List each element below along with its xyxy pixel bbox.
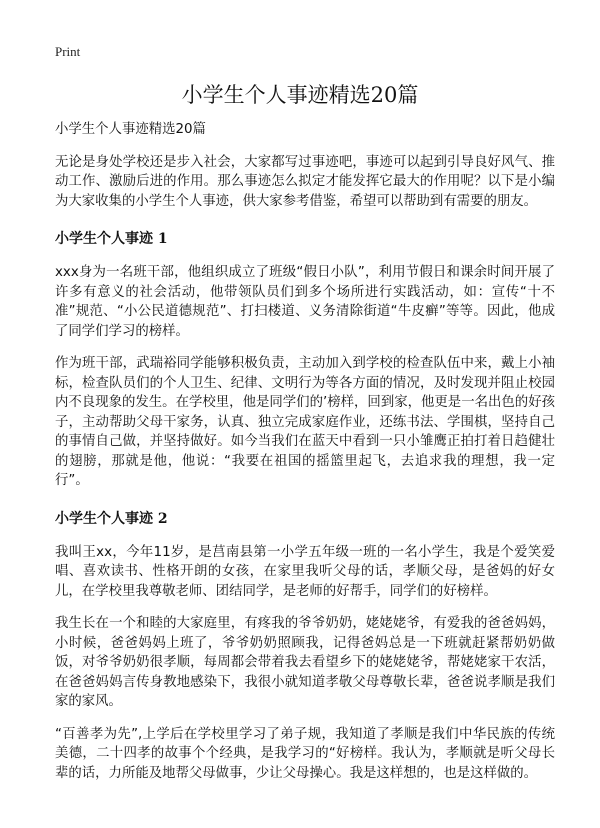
section-heading: 小学生个人事迹 1 <box>55 231 168 247</box>
section-paragraph: 我生长在一个和睦的大家庭里，有疼我的爷爷奶奶，姥姥姥爷，有爱我的爸爸妈妈，小时候，爸爸妈妈上班了，爷爷奶奶照顾我，记得爸妈总是一下班就赶紧帮奶奶做饭，对爷爷奶奶很孝顺，每周都会带着我去看望乡下的姥姥姥爷，帮姥姥家干农活，在爸爸妈妈言传身教地感染下，我很小就知道孝敬父母尊敬长辈，爸爸说孝顺是我们家的家风。 <box>55 616 555 709</box>
intro-paragraph: 无论是身处学校还是步入社会，大家都写过事迹吧，事迹可以起到引导良好风气、推动工作、激励后进的作用。那么事迹怎么拟定才能发挥它最大的作用呢？以下是小编为大家收集的小学生个人事迹，供大家参考借鉴，希望可以帮助到有需要的朋友。 <box>55 154 555 209</box>
section-paragraph: xxx身为一名班干部，他组织成立了班级“假日小队”，利用节假日和课余时间开展了许多有意义的社会活动，他带领队员们到多个场所进行实践活动，如：宣传“十不准”规范、“小公民道德规范”、打扫楼道、义务清除街道“牛皮癣”等等。因此，他成了同学们学习的榜样。 <box>55 265 555 339</box>
section-heading: 小学生个人事迹 2 <box>55 510 168 527</box>
section-paragraph: “百善孝为先”,上学后在学校里学习了弟子规，我知道了孝顺是我们中华民族的传统美德，二十四孝的故事个个经典，是我学习的“好榜样。我认为，孝顺就是听父母长辈的话，力所能及地帮父母做事，少让父母操心。我是这样想的，也是这样做的。 <box>55 726 555 781</box>
document-title: 小学生个人事迹精选20篇 <box>181 83 419 107</box>
section-1 <box>55 229 555 491</box>
document-content <box>55 120 555 796</box>
section-2 <box>55 509 555 784</box>
section-paragraph: 我叫王xx，今年11岁，是莒南县第一小学五年级一班的一名小学生，我是个爱笑爱唱、喜欢读书、性格开朗的女孩，在家里我听父母的话，孝顺父母，是爸妈的好女儿，在学校里我尊敬老师、团结同学，是老师的好帮手，同学们的好榜样。 <box>55 544 555 599</box>
document-subtitle: 小学生个人事迹精选20篇 <box>55 122 206 137</box>
print-link[interactable]: Print <box>55 44 81 59</box>
section-paragraph: 作为班干部，武瑞裕同学能够积极负责，主动加入到学校的检查队伍中来，戴上小袖标，检查队员们的个人卫生、纪律、文明行为等各方面的情况，及时发现并阻止校园内不良现象的发生。在学校里，他是同学们的’榜样，回到家，他更是一名出色的好孩子，主动帮助父母干家务，认真、独立完成家庭作业，还练书法、学围棋，坚持自己的事情自己做，并坚持做好。如今当我们在蓝天中看到一只小雏鹰正拍打着日趋健壮的翅膀，那就是他，他说：“我要在祖国的摇篮里起飞，去追求我的理想，我一定行”。 <box>55 356 555 488</box>
